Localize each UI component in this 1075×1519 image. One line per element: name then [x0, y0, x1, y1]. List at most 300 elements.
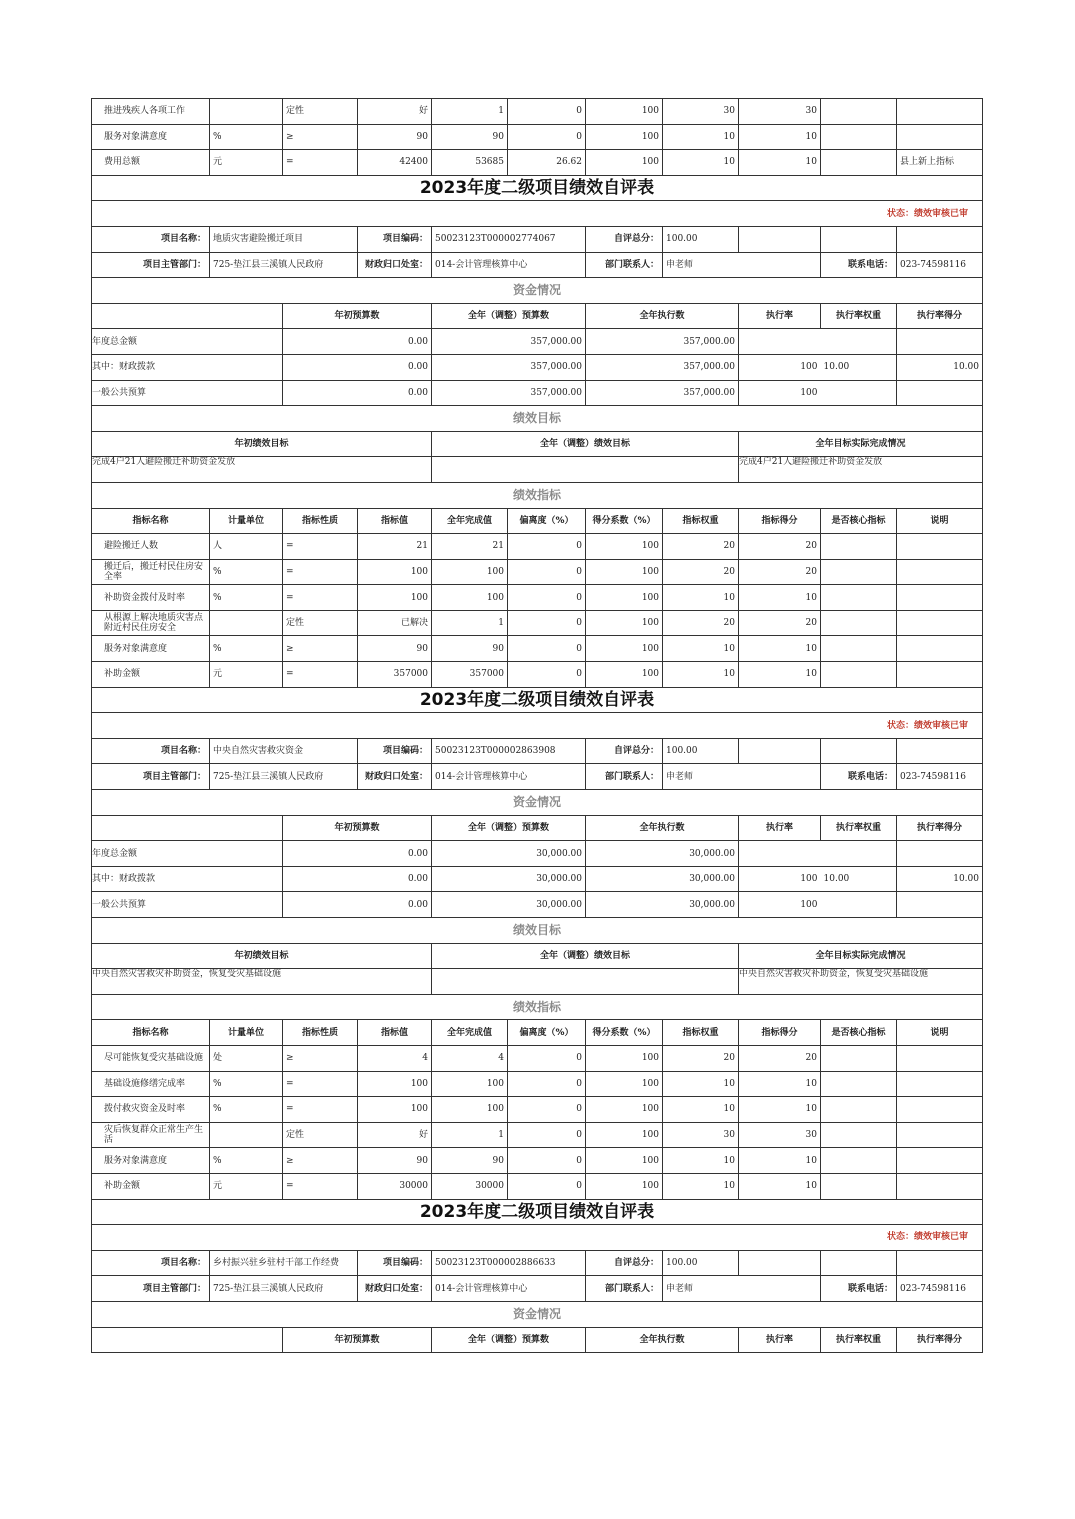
indicator-cell: 费用总额: [92, 150, 210, 176]
fund-score: [897, 841, 983, 867]
fund-initial: 0.00: [283, 866, 432, 892]
dept: 725-垫江县三溪镇人民政府: [210, 1276, 358, 1302]
indicator-cell: 100: [586, 1173, 663, 1199]
goal-header: 全年目标实际完成情况: [739, 943, 983, 969]
indicator-cell: 20: [663, 1045, 739, 1071]
indicator-cell: 100: [586, 1148, 663, 1174]
empty-cell: [897, 1250, 983, 1276]
label-phone: 联系电话：: [821, 1276, 897, 1302]
indicator-cell: 100: [586, 1122, 663, 1148]
fund-adjusted: 30,000.00: [432, 841, 586, 867]
indicator-row: [92, 1148, 983, 1174]
indicator-header: 指标值: [358, 508, 432, 534]
fund-score: [897, 380, 983, 406]
dept: 725-垫江县三溪镇人民政府: [210, 764, 358, 790]
indicator-cell: [821, 1148, 897, 1174]
fund-rate: 100: [739, 866, 821, 892]
fund-adjusted: 30,000.00: [432, 892, 586, 918]
section-goals: 绩效目标: [92, 406, 983, 432]
indicator-header: 是否核心指标: [821, 1020, 897, 1046]
indicator-cell: %: [210, 1148, 283, 1174]
indicator-cell: 已解决: [358, 610, 432, 636]
table-title: 2023年度二级项目绩效自评表: [92, 1199, 983, 1225]
empty-cell: [92, 303, 283, 329]
indicator-cell: 服务对象满意度: [92, 124, 210, 150]
label-project-code: 项目编码：: [358, 1250, 432, 1276]
indicator-header: 说明: [897, 1020, 983, 1046]
fund-initial: 0.00: [283, 329, 432, 355]
fund-adjusted: 357,000.00: [432, 329, 586, 355]
fund-header: 执行率得分: [897, 815, 983, 841]
indicator-cell: ≥: [283, 1148, 358, 1174]
label-self-score: 自评总分：: [586, 226, 663, 252]
indicator-cell: 搬迁后，搬迁村民住房安全率: [92, 559, 210, 585]
indicator-cell: 20: [739, 534, 821, 560]
section-row: [92, 482, 983, 508]
indicator-cell: 100: [358, 1097, 432, 1123]
fund-rate: 100: [739, 354, 821, 380]
indicator-cell: 0: [508, 662, 586, 688]
dept-row: [92, 1276, 983, 1302]
indicator-cell: 元: [210, 662, 283, 688]
indicator-header: 全年完成值: [432, 508, 508, 534]
fund-rate: [739, 841, 821, 867]
indicator-cell: 服务对象满意度: [92, 636, 210, 662]
label-project-code: 项目编码：: [358, 738, 432, 764]
fund-executed: 357,000.00: [586, 380, 739, 406]
indicator-cell: 100: [432, 1097, 508, 1123]
fund-header: 全年（调整）预算数: [432, 303, 586, 329]
indicator-header: 指标性质: [283, 508, 358, 534]
table-title: 2023年度二级项目绩效自评表: [92, 687, 983, 713]
title-row: [92, 1199, 983, 1225]
contact: 申老师: [663, 252, 821, 278]
goal-header-row: [92, 943, 983, 969]
fund-header: 执行率: [739, 1327, 821, 1353]
status-row: [92, 201, 983, 227]
indicator-header: 指标权重: [663, 508, 739, 534]
section-row: [92, 994, 983, 1020]
dept-row: [92, 252, 983, 278]
indicator-cell: ≥: [283, 1045, 358, 1071]
indicator-header: 指标名称: [92, 1020, 210, 1046]
project-code: 50023123T000002774067: [432, 226, 586, 252]
indicator-cell: [897, 1148, 983, 1174]
section-indicators: 绩效指标: [92, 994, 983, 1020]
indicator-header: 偏离度（%）: [508, 1020, 586, 1046]
indicator-cell: 20: [663, 610, 739, 636]
indicator-cell: 20: [739, 1045, 821, 1071]
phone: 023-74598116: [897, 764, 983, 790]
indicator-cell: 357000: [432, 662, 508, 688]
project-code: 50023123T000002886633: [432, 1250, 586, 1276]
fund-weight: [821, 841, 897, 867]
indicator-cell: [821, 585, 897, 611]
indicator-cell: [897, 662, 983, 688]
fund-adjusted: 30,000.00: [432, 866, 586, 892]
indicator-cell: [897, 1071, 983, 1097]
indicator-cell: 元: [210, 1173, 283, 1199]
indicator-header: 指标权重: [663, 1020, 739, 1046]
indicator-cell: 20: [739, 610, 821, 636]
label-phone: 联系电话：: [821, 764, 897, 790]
goal-adjusted: [432, 457, 739, 483]
project-name: 地质灾害避险搬迁项目: [210, 226, 358, 252]
fund-label: 其中：财政拨款: [92, 354, 283, 380]
indicator-cell: ≥: [283, 124, 358, 150]
indicator-cell: =: [283, 150, 358, 176]
fund-row: [92, 329, 983, 355]
indicator-cell: 好: [358, 99, 432, 125]
indicator-cell: 0: [508, 1173, 586, 1199]
indicator-cell: 20: [663, 559, 739, 585]
indicator-cell: 100: [586, 1071, 663, 1097]
fund-rate: [739, 329, 821, 355]
indicator-cell: 补助资金拨付及时率: [92, 585, 210, 611]
indicator-cell: 10: [663, 636, 739, 662]
empty-cell: [821, 1250, 897, 1276]
performance-sheet: [91, 98, 983, 1353]
section-row: [92, 790, 983, 816]
indicator-cell: 0: [508, 1148, 586, 1174]
indicator-cell: [897, 610, 983, 636]
indicator-cell: 90: [358, 636, 432, 662]
indicator-cell: 4: [358, 1045, 432, 1071]
indicator-cell: 推进残疾人各项工作: [92, 99, 210, 125]
indicator-cell: [821, 610, 897, 636]
fund-initial: 0.00: [283, 892, 432, 918]
indicator-header-row: [92, 508, 983, 534]
fund-row: [92, 892, 983, 918]
self-score: 100.00: [663, 226, 739, 252]
indicator-cell: 定性: [283, 99, 358, 125]
section-row: [92, 1301, 983, 1327]
empty-cell: [739, 738, 821, 764]
indicator-row: [92, 150, 983, 176]
indicator-cell: 100: [432, 559, 508, 585]
table-title: 2023年度二级项目绩效自评表: [92, 175, 983, 201]
fund-executed: 357,000.00: [586, 354, 739, 380]
label-project-name: 项目名称：: [92, 738, 210, 764]
indicator-cell: 10: [663, 585, 739, 611]
indicator-row: [92, 1122, 983, 1148]
fund-score: 10.00: [897, 866, 983, 892]
indicator-cell: =: [283, 662, 358, 688]
indicator-cell: [897, 1097, 983, 1123]
goal-adjusted: [432, 969, 739, 995]
fund-adjusted: 357,000.00: [432, 354, 586, 380]
indicator-cell: 90: [358, 1148, 432, 1174]
goal-initial: 完成4户21人避险搬迁补助资金发放: [92, 457, 432, 483]
indicator-cell: 补助金额: [92, 662, 210, 688]
status-row: [92, 1225, 983, 1251]
indicator-row: [92, 1173, 983, 1199]
empty-cell: [897, 738, 983, 764]
indicator-row: [92, 610, 983, 636]
indicator-cell: %: [210, 559, 283, 585]
indicator-header-row: [92, 1020, 983, 1046]
indicator-row: [92, 1045, 983, 1071]
indicator-cell: 拨付救灾资金及时率: [92, 1097, 210, 1123]
indicator-cell: =: [283, 559, 358, 585]
indicator-cell: [821, 662, 897, 688]
label-dept: 项目主管部门：: [92, 764, 210, 790]
indicator-cell: 1: [432, 99, 508, 125]
goal-actual: 完成4户21人避险搬迁补助资金发放: [739, 457, 983, 483]
indicator-cell: 90: [432, 124, 508, 150]
fund-header: 全年执行数: [586, 303, 739, 329]
indicator-cell: 26.62: [508, 150, 586, 176]
indicator-header: 指标得分: [739, 1020, 821, 1046]
indicator-cell: 357000: [358, 662, 432, 688]
indicator-cell: [210, 610, 283, 636]
label-self-score: 自评总分：: [586, 1250, 663, 1276]
indicator-cell: 90: [358, 124, 432, 150]
indicator-cell: 30000: [358, 1173, 432, 1199]
fund-label: 其中：财政拨款: [92, 866, 283, 892]
status-text: 状态：绩效审核已审: [92, 713, 983, 739]
indicator-header: 得分系数（%）: [586, 1020, 663, 1046]
indicator-cell: 人: [210, 534, 283, 560]
fund-executed: 357,000.00: [586, 329, 739, 355]
indicator-cell: 20: [739, 559, 821, 585]
empty-cell: [821, 226, 897, 252]
indicator-cell: 90: [432, 1148, 508, 1174]
fund-row: [92, 841, 983, 867]
indicator-cell: [821, 99, 897, 125]
indicator-cell: 100: [358, 1071, 432, 1097]
goal-initial: 中央自然灾害救灾补助资金，恢复受灾基础设施: [92, 969, 432, 995]
project-name: 乡村振兴驻乡驻村干部工作经费: [210, 1250, 358, 1276]
indicator-cell: [897, 1045, 983, 1071]
fund-header: 全年执行数: [586, 1327, 739, 1353]
fin-office: 014-会计管理核算中心: [432, 764, 586, 790]
fund-rate: 100: [739, 380, 821, 406]
section-row: [92, 406, 983, 432]
indicator-cell: 4: [432, 1045, 508, 1071]
fund-row: [92, 354, 983, 380]
indicator-row: [92, 1071, 983, 1097]
fund-header: 执行率: [739, 815, 821, 841]
indicator-cell: 21: [432, 534, 508, 560]
indicator-cell: =: [283, 1097, 358, 1123]
fund-executed: 30,000.00: [586, 866, 739, 892]
label-dept: 项目主管部门：: [92, 1276, 210, 1302]
indicator-cell: 30000: [432, 1173, 508, 1199]
indicator-cell: 30: [739, 99, 821, 125]
indicator-cell: 10: [739, 662, 821, 688]
indicator-cell: 100: [432, 585, 508, 611]
indicator-cell: [821, 1045, 897, 1071]
indicator-cell: 90: [432, 636, 508, 662]
indicator-header: 得分系数（%）: [586, 508, 663, 534]
indicator-cell: 100: [586, 1045, 663, 1071]
fund-label: 年度总金额: [92, 329, 283, 355]
indicator-cell: 0: [508, 1097, 586, 1123]
indicator-cell: 处: [210, 1045, 283, 1071]
indicator-cell: 30: [739, 1122, 821, 1148]
indicator-cell: 0: [508, 585, 586, 611]
indicator-cell: %: [210, 585, 283, 611]
indicator-cell: 100: [358, 559, 432, 585]
indicator-cell: [897, 124, 983, 150]
indicator-cell: [821, 1097, 897, 1123]
indicator-row: [92, 662, 983, 688]
fund-header: 执行率得分: [897, 303, 983, 329]
fund-initial: 0.00: [283, 354, 432, 380]
fund-initial: 0.00: [283, 380, 432, 406]
fund-row: [92, 380, 983, 406]
funds-header-row: [92, 815, 983, 841]
indicator-row: [92, 559, 983, 585]
label-project-name: 项目名称：: [92, 226, 210, 252]
project-name: 中央自然灾害救灾资金: [210, 738, 358, 764]
fund-label: 一般公共预算: [92, 892, 283, 918]
dept-row: [92, 764, 983, 790]
fund-label: 年度总金额: [92, 841, 283, 867]
label-dept: 项目主管部门：: [92, 252, 210, 278]
indicator-cell: 0: [508, 1071, 586, 1097]
indicator-row: [92, 534, 983, 560]
fin-office: 014-会计管理核算中心: [432, 252, 586, 278]
section-row: [92, 278, 983, 304]
indicator-header: 计量单位: [210, 1020, 283, 1046]
self-score: 100.00: [663, 1250, 739, 1276]
fund-header: 全年（调整）预算数: [432, 1327, 586, 1353]
indicator-cell: 10: [739, 636, 821, 662]
indicator-cell: [897, 636, 983, 662]
fund-header: 执行率: [739, 303, 821, 329]
fund-executed: 30,000.00: [586, 841, 739, 867]
indicator-header: 是否核心指标: [821, 508, 897, 534]
indicator-cell: 100: [586, 124, 663, 150]
indicator-cell: 10: [663, 1071, 739, 1097]
indicator-cell: [821, 1122, 897, 1148]
fund-header: 全年（调整）预算数: [432, 815, 586, 841]
indicator-cell: [897, 559, 983, 585]
indicator-cell: 10: [739, 150, 821, 176]
fund-weight: [821, 892, 897, 918]
empty-cell: [897, 226, 983, 252]
fund-adjusted: 357,000.00: [432, 380, 586, 406]
empty-cell: [92, 1327, 283, 1353]
indicator-cell: 0: [508, 534, 586, 560]
funds-header-row: [92, 303, 983, 329]
indicator-cell: 100: [586, 585, 663, 611]
indicator-cell: 10: [739, 1148, 821, 1174]
indicator-cell: =: [283, 1071, 358, 1097]
indicator-cell: [821, 534, 897, 560]
indicator-header: 计量单位: [210, 508, 283, 534]
fund-row: [92, 866, 983, 892]
indicator-header: 全年完成值: [432, 1020, 508, 1046]
indicator-cell: 53685: [432, 150, 508, 176]
fund-weight: [821, 380, 897, 406]
phone: 023-74598116: [897, 1276, 983, 1302]
indicator-cell: 100: [586, 559, 663, 585]
indicator-cell: 1: [432, 1122, 508, 1148]
indicator-cell: 20: [663, 534, 739, 560]
section-funds: 资金情况: [92, 1301, 983, 1327]
fund-header: 执行率权重: [821, 1327, 897, 1353]
fund-score: [897, 329, 983, 355]
indicator-cell: 1: [432, 610, 508, 636]
indicator-cell: 0: [508, 124, 586, 150]
goal-header: 全年目标实际完成情况: [739, 431, 983, 457]
indicator-cell: 100: [586, 662, 663, 688]
indicator-cell: [821, 559, 897, 585]
indicator-cell: [897, 1173, 983, 1199]
indicator-cell: 10: [663, 662, 739, 688]
indicator-cell: 10: [663, 150, 739, 176]
indicator-cell: 100: [586, 636, 663, 662]
title-row: [92, 687, 983, 713]
indicator-cell: [821, 124, 897, 150]
goal-header: 全年（调整）绩效目标: [432, 943, 739, 969]
indicator-cell: 10: [739, 1173, 821, 1199]
indicator-cell: 10: [663, 1097, 739, 1123]
indicator-cell: 基础设施修缮完成率: [92, 1071, 210, 1097]
contact: 申老师: [663, 764, 821, 790]
fund-header: 全年执行数: [586, 815, 739, 841]
goal-header: 全年（调整）绩效目标: [432, 431, 739, 457]
label-contact: 部门联系人：: [586, 1276, 663, 1302]
fund-header: 年初预算数: [283, 1327, 432, 1353]
project-code: 50023123T000002863908: [432, 738, 586, 764]
indicator-cell: [897, 99, 983, 125]
indicator-cell: [210, 1122, 283, 1148]
indicator-cell: 100: [432, 1071, 508, 1097]
indicator-cell: 100: [358, 585, 432, 611]
indicator-cell: 灾后恢复群众正常生产生活: [92, 1122, 210, 1148]
indicator-cell: 30: [663, 99, 739, 125]
indicator-cell: [821, 1071, 897, 1097]
goal-actual: 中央自然灾害救灾补助资金，恢复受灾基础设施: [739, 969, 983, 995]
indicator-cell: [210, 99, 283, 125]
indicator-cell: 100: [586, 99, 663, 125]
indicator-cell: [897, 1122, 983, 1148]
contact: 申老师: [663, 1276, 821, 1302]
indicator-cell: =: [283, 534, 358, 560]
indicator-cell: 0: [508, 636, 586, 662]
project-row: [92, 1250, 983, 1276]
indicator-cell: [821, 1173, 897, 1199]
indicator-cell: 0: [508, 610, 586, 636]
label-contact: 部门联系人：: [586, 764, 663, 790]
dept: 725-垫江县三溪镇人民政府: [210, 252, 358, 278]
indicator-cell: 10: [739, 1071, 821, 1097]
title-row: [92, 175, 983, 201]
label-fin: 财政归口处室：: [358, 1276, 432, 1302]
label-fin: 财政归口处室：: [358, 252, 432, 278]
project-row: [92, 226, 983, 252]
fund-weight: [821, 329, 897, 355]
indicator-cell: 100: [586, 610, 663, 636]
indicator-cell: %: [210, 1097, 283, 1123]
indicator-cell: 尽可能恢复受灾基础设施: [92, 1045, 210, 1071]
label-fin: 财政归口处室：: [358, 764, 432, 790]
indicator-cell: 避险搬迁人数: [92, 534, 210, 560]
indicator-row: [92, 1097, 983, 1123]
status-text: 状态：绩效审核已审: [92, 201, 983, 227]
fund-executed: 30,000.00: [586, 892, 739, 918]
indicator-cell: 0: [508, 559, 586, 585]
goal-row: [92, 969, 983, 995]
indicator-cell: 县上新上指标: [897, 150, 983, 176]
empty-cell: [739, 1250, 821, 1276]
indicator-cell: %: [210, 124, 283, 150]
label-contact: 部门联系人：: [586, 252, 663, 278]
